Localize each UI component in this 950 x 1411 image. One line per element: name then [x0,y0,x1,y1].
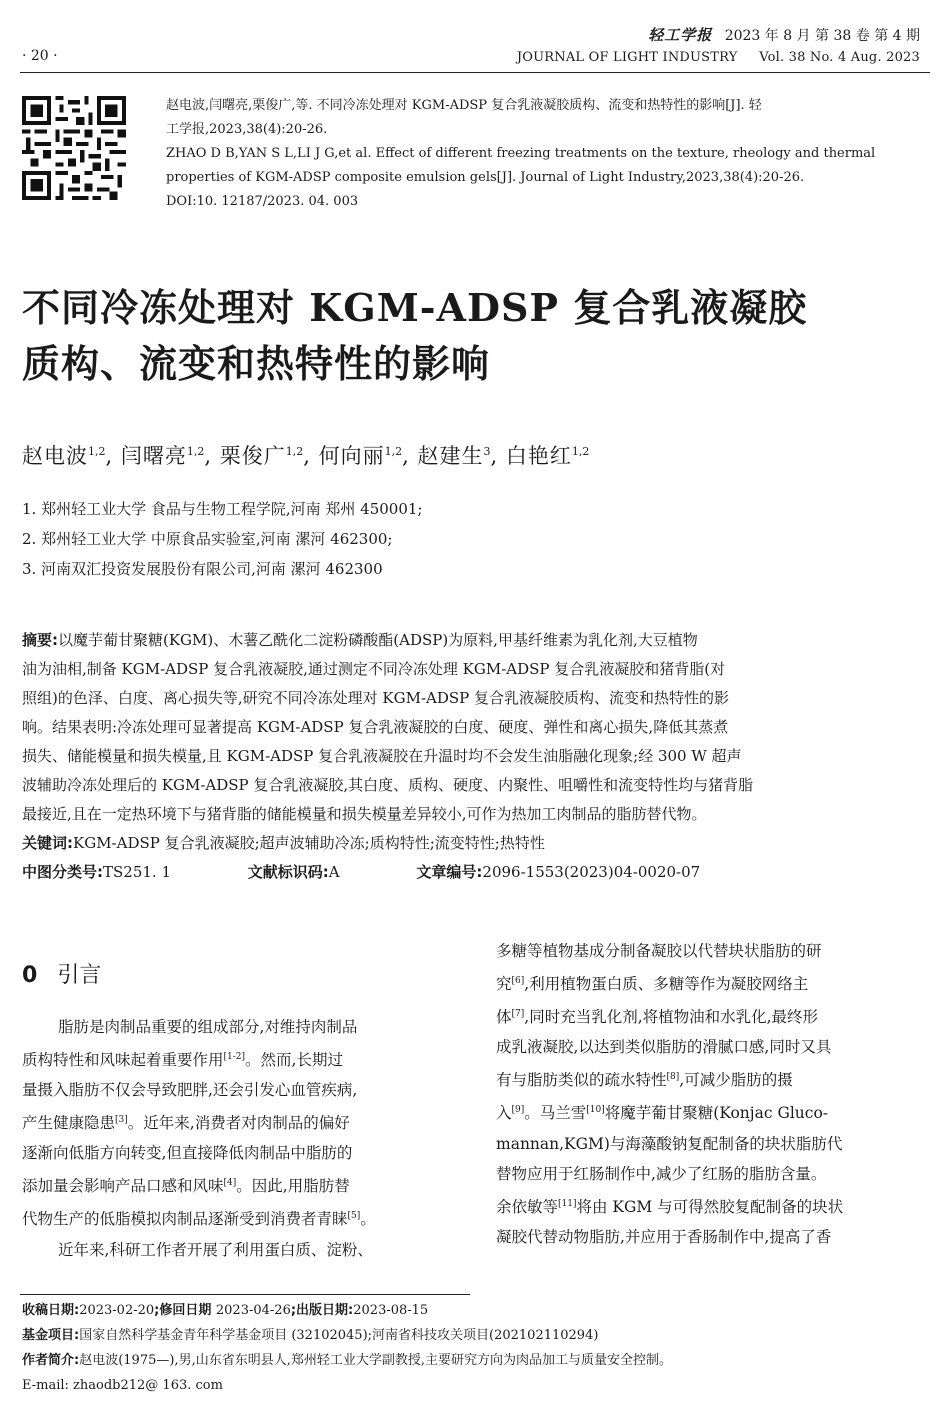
author-separator: , [204,444,213,468]
published-label: ;出版日期: [290,1303,354,1318]
author-affil-sup: 1,2 [186,445,205,458]
body-text-line [496,1189,936,1222]
body-text-line [496,1062,936,1095]
section-heading [22,958,101,989]
body-right-column [496,936,936,1252]
citation-line: 赵电波,闫曙亮,栗俊广,等. 不同冷冻处理对 KGM-ADSP 复合乳液凝胶质构、流变和热特性的影响[J]. 轻 [166,98,762,113]
email: E-mail: zhaodb212@ 163. com [22,1378,223,1393]
body-text: 究 [496,975,512,994]
body-text: 将魔芋葡甘聚糖(Konjac Gluco- [604,1104,829,1123]
abstract-line: 损失、储能模量和损失模量,且 KGM-ADSP 复合乳液凝胶在升温时均不会发生油脂融化现象;经 300 W 超声 [22,747,742,765]
bio-row [22,1348,934,1373]
body-text-line [496,966,936,999]
abstract-line: 响。结果表明:冷冻处理可显著提高 KGM-ADSP 复合乳液凝胶的白度、硬度、弹性和离心损失,降低其蒸煮 [22,718,729,736]
body-text-line [496,999,936,1032]
citation-line: ZHAO D B,YAN S L,LI J G,et al. Effect of different freezing treatments on the texture, rheology and thermal [166,146,876,161]
footnote-divider [20,1294,470,1295]
abstract-line: 油为油相,制备 KGM-ADSP 复合乳液凝胶,通过测定不同冷冻处理 KGM-ADSP 复合乳液凝胶和猪背脂(对 [22,660,726,678]
body-text: 入 [496,1104,512,1123]
body-text-line [22,1235,462,1265]
citation-line: properties of KGM-ADSP composite emulsion gels[J]. Journal of Light Industry,2023,38(4):20-26. [166,170,805,185]
author-separator: , [105,444,114,468]
body-text-line [22,1075,462,1105]
fund-text: 国家自然科学基金青年科学基金项目 (32102045);河南省科技攻关项目(202102110294) [79,1328,599,1343]
body-text: 将由 KGM 与可得然胶复配制备的块状 [576,1197,844,1216]
keywords-label: 关键词: [22,834,73,852]
author-name: 赵电波 [22,444,88,468]
body-text-line [496,1222,936,1252]
author-name: 白艳红 [505,444,572,468]
citation-ref: [7] [511,1009,525,1020]
body-text: 凝胶代替动物脂肪,并应用于香肠制作中,提高了香 [496,1227,832,1246]
received-date: 2023-02-20 [79,1303,155,1318]
body-text: ,可减少脂肪的摄 [679,1071,793,1090]
citation-ref: [10] [586,1105,605,1116]
received-label: 收稿日期: [22,1303,80,1318]
author-list [22,440,589,470]
author-separator: , [303,444,311,468]
keywords-text: KGM-ADSP 复合乳液凝胶;超声波辅助冷冻;质构特性;流变特性;热特性 [73,834,545,852]
body-text: 逐渐向低脂方向转变,但直接降低肉制品中脂肪的 [22,1144,353,1163]
affiliation: 3. 河南双汇投资发展股份有限公司,河南 漯河 462300 [22,560,383,578]
citation-ref: [5] [347,1211,361,1222]
section-title: 引言 [57,963,102,988]
article-number-value: 2096-1553(2023)04-0020-07 [482,863,701,881]
header-divider [20,72,930,73]
body-text-line [496,1129,936,1159]
affiliation: 2. 郑州轻工业大学 中原食品实验室,河南 漯河 462300; [22,530,393,548]
author-name: 赵建生 [417,444,484,468]
qr-code-icon [22,96,126,200]
fund-row [22,1323,934,1348]
dates-row [22,1298,934,1323]
clc-label: 中图分类号: [22,863,103,881]
author-affil-sup: 3 [483,445,491,458]
issue-en: Vol. 38 No. 4 Aug. 2023 [759,50,920,65]
author-separator: , [402,444,410,468]
body-text: 代物生产的低脂模拟肉制品逐渐受到消费者青睐 [22,1210,348,1229]
doc-code-value: A [328,863,340,881]
body-text-line [22,1201,462,1234]
body-text: 脂肪是肉制品重要的组成部分,对维持肉制品 [58,1018,358,1036]
doc-code-label: 文献标识码: [247,863,329,881]
journal-issue-cn [648,24,920,45]
abstract-label: 摘要: [22,631,58,649]
body-text: 质构特性和风味起着重要作用 [22,1051,224,1070]
body-text-line [496,1159,936,1189]
citation-ref: [9] [511,1105,525,1116]
bio-label: 作者简介: [22,1353,80,1368]
body-text: 多糖等植物基成分制备凝胶以代替块状脂肪的研 [496,942,822,960]
revised-date: 2023-04-26 [215,1303,291,1318]
author-name: 何向丽 [318,444,385,468]
bio-text: 赵电波(1975—),男,山东省东明县人,郑州轻工业大学副教授,主要研究方向为肉品加工与质量安全控制。 [79,1353,672,1368]
published-date: 2023-08-15 [353,1303,429,1318]
body-text: ,同时充当乳化剂,将植物油和水乳化,最终形 [524,1008,819,1027]
body-text: 。因此,用脂肪替 [236,1177,350,1196]
body-text: 。马兰雪 [524,1104,587,1123]
title-line-2: 质构、流变和热特性的影响 [22,341,491,386]
citation-line: 工学报,2023,38(4):20-26. [166,122,328,137]
author-affil-sup: 1,2 [571,445,590,458]
citation-ref: [4] [223,1178,237,1189]
body-text: 体 [496,1008,512,1027]
body-text-line [22,1042,462,1075]
journal-issue-en [517,50,920,65]
author-separator: , [490,444,499,468]
author-affil-sup: 1,2 [384,445,403,458]
body-text: 余依敏等 [496,1197,559,1216]
body-text: ,利用植物蛋白质、多糖等作为凝胶网络主 [524,975,809,994]
body-text: 近年来,科研工作者开展了利用蛋白质、淀粉、 [58,1240,373,1259]
issue-cn: 2023 年 8 月 第 38 卷 第 4 期 [724,28,920,44]
abstract-line: 波辅助冷冻处理后的 KGM-ADSP 复合乳液凝胶,其白度、质构、硬度、内聚性、咀嚼性和流变特性均与猪背脂 [22,776,754,794]
body-text-line [22,1138,462,1168]
author-name: 栗俊广 [219,444,286,468]
abstract-line: 以魔芋葡甘聚糖(KGM)、木薯乙酰化二淀粉磷酸酯(ADSP)为原料,甲基纤维素为乳化剂,大豆植物 [58,631,698,649]
revised-label: ;修回日期 [154,1303,216,1318]
citation-ref: [3] [115,1115,128,1126]
body-text: 添加量会影响产品口感和风味 [22,1177,224,1196]
body-text-line [22,1012,462,1042]
body-text-line [496,936,936,966]
body-text: 有与脂肪类似的疏水特性 [496,1071,667,1090]
affiliations [22,494,422,584]
body-text: 成乳液凝胶,以达到类似脂肪的滑腻口感,同时又具 [496,1038,832,1057]
abstract-line: 最接近,且在一定热环境下与猪背脂的储能模量和损失模量差异较小,可作为热加工肉制品的脂肪替代物。 [22,805,707,823]
body-text: 。近年来,消费者对肉制品的偏好 [127,1114,350,1133]
body-text: 替物应用于红肠制作中,减少了红肠的脂肪含量。 [496,1164,827,1183]
body-text: 产生健康隐患 [22,1114,116,1133]
author-affil-sup: 1,2 [88,445,106,458]
author-name: 闫曙亮 [120,444,187,468]
abstract-block [22,626,934,887]
article-number-label: 文章编号: [416,863,483,881]
doi: DOI:10. 12187/2023. 04. 003 [166,194,359,209]
body-text-line [496,1095,936,1128]
citation-ref: [1-2] [223,1052,246,1062]
article-title [22,280,922,392]
citation-ref: [6] [511,976,525,986]
affiliation: 1. 郑州轻工业大学 食品与生物工程学院,河南 郑州 450001; [22,500,423,518]
body-left-column [22,1012,462,1265]
journal-en: JOURNAL OF LIGHT INDUSTRY [516,50,738,65]
author-affil-sup: 1,2 [285,445,304,458]
citation-ref: [8] [666,1072,680,1083]
journal-logo: 轻工学报 [648,26,713,44]
abstract-line: 照组)的色泽、白度、离心损失等,研究不同冷冻处理对 KGM-ADSP 复合乳液凝胶质构、流变和热特性的影 [22,689,730,707]
citation-block [166,94,932,214]
body-text: mannan,KGM)与海藻酸钠复配制备的块状脂肪代 [496,1134,843,1153]
body-text: 量摄入脂肪不仅会导致肥胖,还会引发心血管疾病, [22,1081,358,1100]
title-line-1: 不同冷冻处理对 KGM-ADSP 复合乳液凝胶 [22,285,808,330]
keywords [22,829,934,858]
classification-row [22,858,934,887]
body-text-line [22,1105,462,1138]
citation-ref: [11] [558,1198,577,1209]
fund-label: 基金项目: [22,1328,80,1343]
section-number: 0 [22,963,38,988]
body-text-line [22,1168,462,1201]
body-text: 。然而,长期过 [245,1051,343,1070]
page-number: · 20 · [22,48,58,64]
footnote-block [22,1298,934,1398]
clc-value: TS251. 1 [103,863,171,881]
body-text: 。 [360,1210,376,1229]
body-text-line [496,1032,936,1062]
